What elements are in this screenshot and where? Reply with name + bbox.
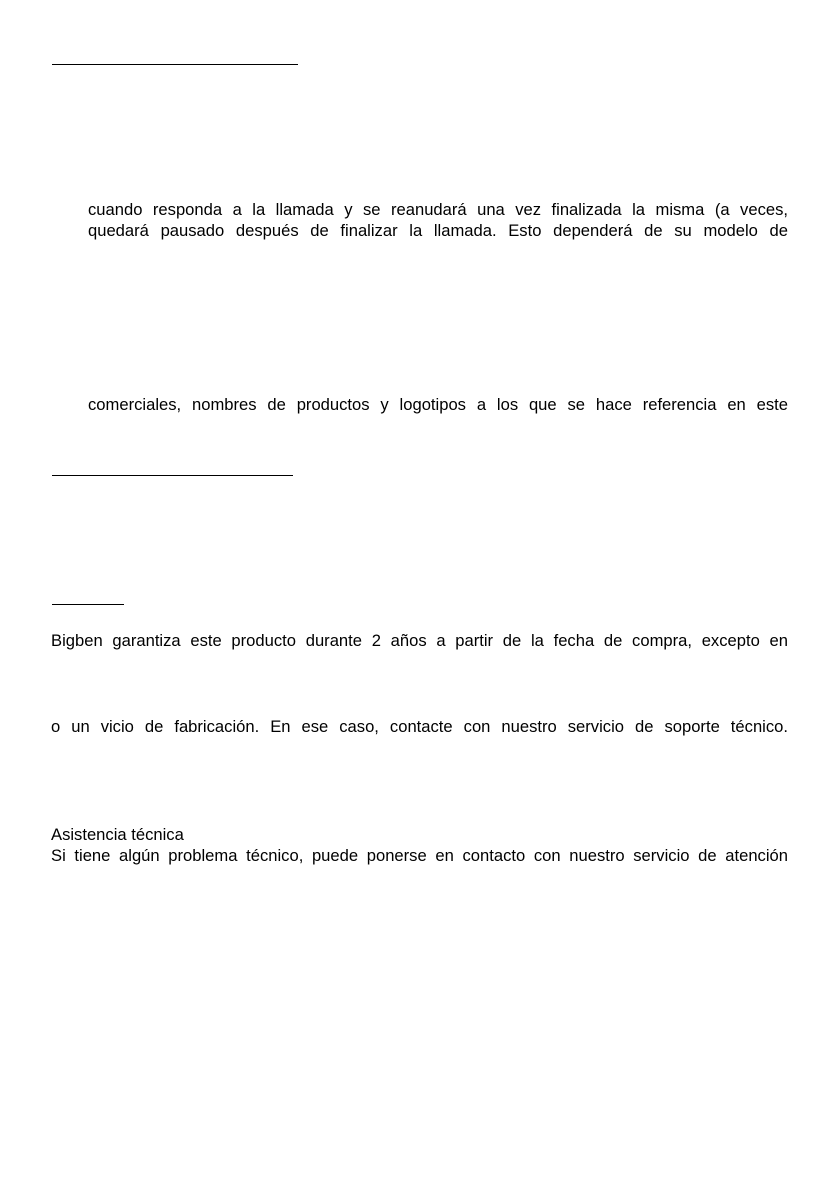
paragraph-1-line-1: cuando responda a la llamada y se reanudará una vez finalizada la misma (a veces,	[88, 200, 788, 219]
warranty-line-2: o un vicio de fabricación. En ese caso, contacte con nuestro servicio de soporte técnico.	[51, 717, 788, 736]
heading-underline-3	[52, 604, 124, 605]
warranty-line-1: Bigben garantiza este producto durante 2 años a partir de la fecha de compra, excepto en	[51, 631, 788, 650]
paragraph-1-line-2: quedará pausado después de finalizar la llamada. Esto dependerá de su modelo de	[88, 221, 788, 240]
support-heading: Asistencia técnica	[51, 825, 184, 844]
paragraph-2-line-1: comerciales, nombres de productos y logotipos a los que se hace referencia en este	[88, 395, 788, 414]
support-line-1: Si tiene algún problema técnico, puede ponerse en contacto con nuestro servicio de atención	[51, 846, 788, 865]
heading-underline-1	[52, 64, 298, 65]
heading-underline-2	[52, 475, 293, 476]
